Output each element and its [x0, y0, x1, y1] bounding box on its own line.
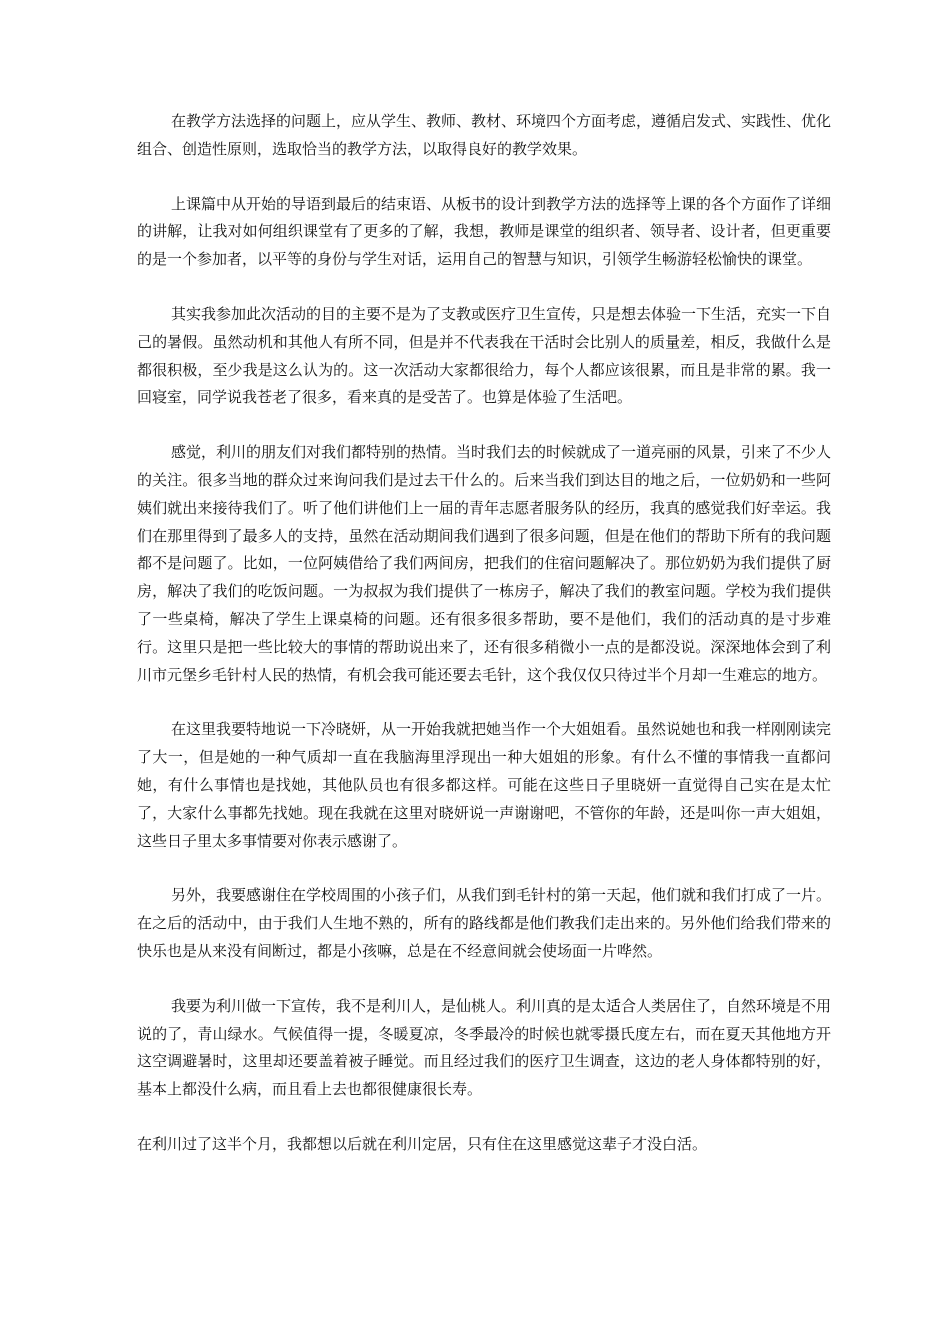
paragraph-teaching-methods: 在教学方法选择的问题上，应从学生、教师、教材、环境四个方面考虑，遵循启发式、实践性、优化组合、创造性原则，选取恰当的教学方法，以取得良好的教学效果。 [137, 112, 832, 158]
paragraph-activity-purpose: 其实我参加此次活动的目的主要不是为了支教或医疗卫生宣传，只是想去体验一下生活，充实一下自己的暑假。虽然动机和其他人有所不同，但是并不代表我在干活时会比别人的质量差，相反，我做什么是都很积极，至少我是这么认为的。这一次活动大家都很给力，每个人都应该很累，而且是非常的累。我一回寝室，同学说我苍老了很多，看来真的是受苦了。也算是体验了生活吧。 [137, 304, 832, 407]
document-body [137, 108, 831, 1159]
paragraph-lichuan-friends: 感觉，利川的朋友们对我们都特别的热情。当时我们去的时候就成了一道亮丽的风景，引来了不少人的关注。很多当地的群众过来询问我们是过去干什么的。后来当我们到达目的地之后，一位奶奶和一些阿姨们就出来接待我们了。听了他们讲他们上一届的青年志愿者服务队的经历，我真的感觉我们好幸运。我们在那里得到了最多人的支持，虽然在活动期间我们遇到了很多问题，但是在他们的帮助下所有的我问题都不是问题了。比如，一位阿姨借给了我们两间房，把我们的住宿问题解决了。那位奶奶为我们提供了厨房，解决了我们的吃饭问题。一为叔叔为我们提供了一栋房子，解决了我们的教室问题。学校为我们提供了一些桌椅，解决了学生上课桌椅的问题。还有很多很多帮助，要不是他们，我们的活动真的是寸步难行。这里只是把一些比较大的事情的帮助说出来了，还有很多稍微小一点的是都没说。深深地体会到了利川市元堡乡毛针村人民的热情，有机会我可能还要去毛针，这个我仅仅只待过半个月却一生难忘的地方。 [137, 443, 832, 684]
paragraph-lesson-chapter: 上课篇中从开始的导语到最后的结束语、从板书的设计到教学方法的选择等上课的各个方面作了详细的讲解，让我对如何组织课堂有了更多的了解，我想，教师是课堂的组织者、领导者、设计者，但更重要的是一个参加者，以平等的身份与学生对话，运用自己的智慧与知识，引领学生畅游轻松愉快的课堂。 [137, 194, 832, 269]
paragraph-lichuan-promotion: 我要为利川做一下宣传，我不是利川人，是仙桃人。利川真的是太适合人类居住了，自然环境是不用说的了，青山绿水。气候值得一提，冬暖夏凉，冬季最冷的时候也就零摄氏度左右，而在夏天其他地方开这空调避暑时，这里却还要盖着被子睡觉。而且经过我们的医疗卫生调查，这边的老人身体都特别的好，基本上都没什么病，而且看上去也都很健康很长寿。 [137, 996, 832, 1099]
paragraph-children-thanks: 另外，我要感谢住在学校周围的小孩子们，从我们到毛针村的第一天起，他们就和我们打成了一片。在之后的活动中，由于我们人生地不熟的，所有的路线都是他们教我们走出来的。另外他们给我们带来的快乐也是从来没有间断过，都是小孩嘛，总是在不经意间就会使场面一片哗然。 [137, 886, 832, 960]
paragraph-leng-xiaoyan: 在这里我要特地说一下冷晓妍，从一开始我就把她当作一个大姐姐看。虽然说她也和我一样刚刚读完了大一，但是她的一种气质却一直在我脑海里浮现出一种大姐姐的形象。有什么不懂的事情我一直都问她，有什么事情也是找她，其他队员也有很多都这样。可能在这些日子里晓妍一直觉得自己实在是太忙了，大家什么事都先找她。现在我就在这里对晓妍说一声谢谢吧，不管你的年龄，还是叫你一声大姐姐，这些日子里太多事情要对你表示感谢了。 [137, 720, 832, 850]
paragraph-closing: 在利川过了这半个月，我都想以后就在利川定居，只有住在这里感觉这辈子才没白活。 [137, 1134, 708, 1153]
